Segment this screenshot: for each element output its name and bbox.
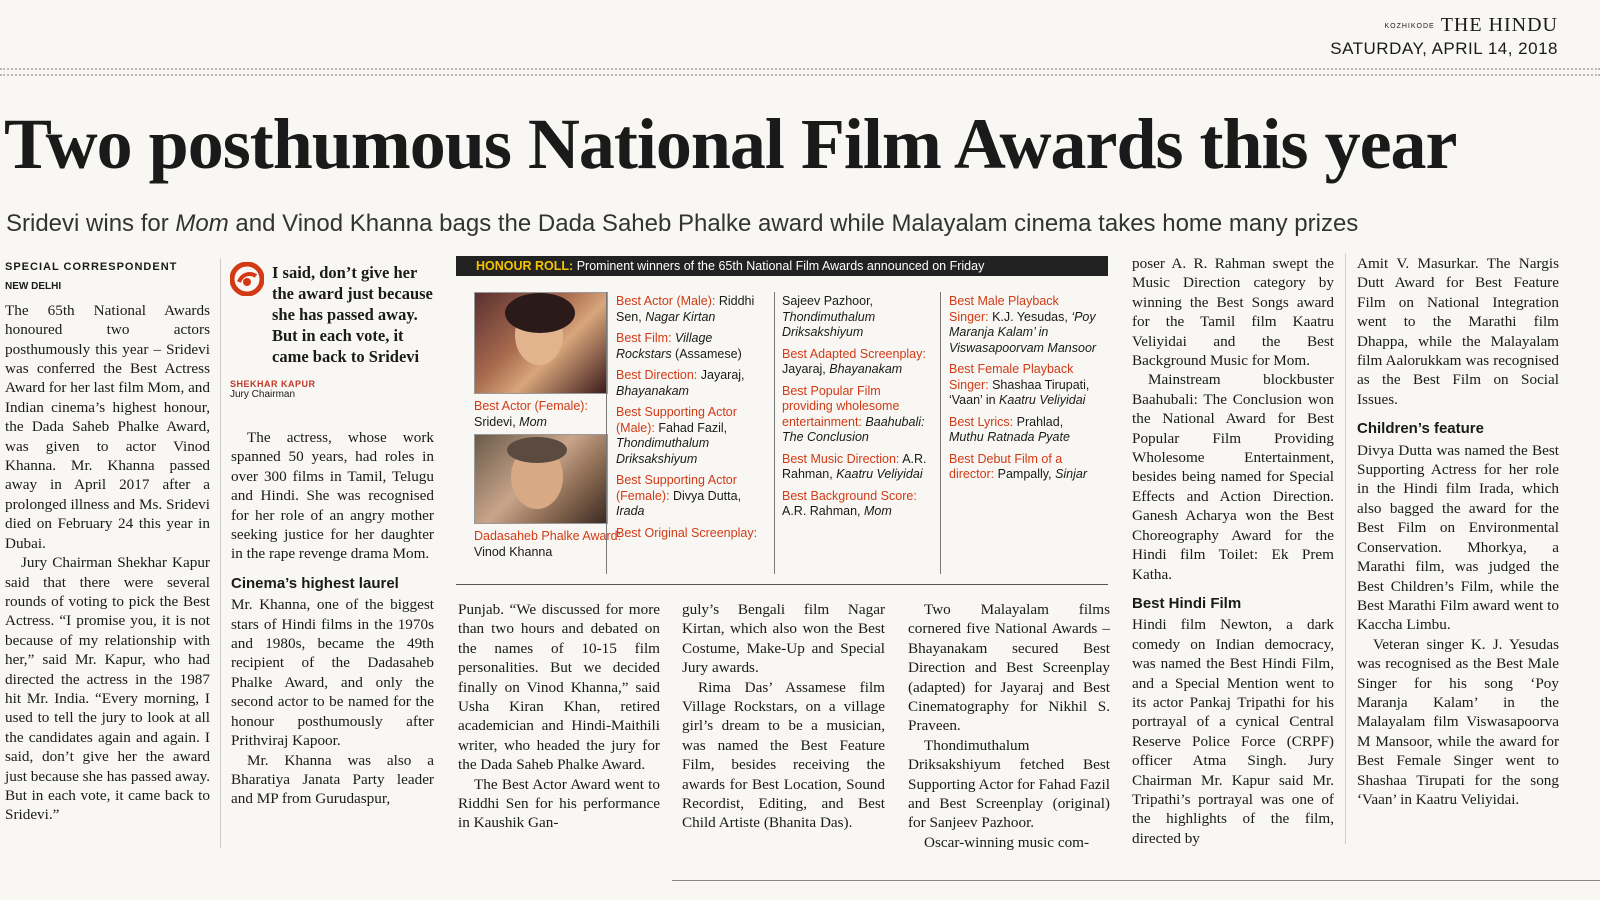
award-entry: Best Male Playback Singer: K.J. Yesudas, ‘Poy Maranja Kalam’ in Viswasapoorvam Mansoor [949, 294, 1097, 355]
photo-caption: Dadasaheb Phalke Award: Vinod Khanna [474, 529, 622, 559]
article-column-7 [1357, 254, 1559, 809]
article-column-5 [908, 600, 1110, 852]
article-column-6 [1132, 254, 1334, 848]
paragraph: Veteran singer K. J. Yesudas was recognised as the Best Male Singer for his song ‘Poy Maranja Kalam’ in the Malayalam film Viswasapoorva M Mansoor, while the award for Best Female Singer went to Shashaa Tirupati for the song ‘Vaan’ in Kaatru Veliyidai. [1357, 635, 1559, 808]
publication-date: SATURDAY, APRIL 14, 2018 [1330, 39, 1558, 58]
award-entry: Best Background Score: A.R. Rahman, Mom [782, 488, 917, 518]
bottom-rule [672, 880, 1600, 881]
honour-column-1 [616, 294, 768, 547]
honour-column-2 [782, 294, 934, 526]
paragraph: Hindi film Newton, a dark comedy on Indian democracy, was named the Best Hindi Film, and a Special Mention went to its actor Pankaj Tripathi for his portrayal of a cynical Central Reserve Police Force (CRPF) officer Atma Singh. Jury Chairman Mr. Kapur said Mr. Tripathi’s portrayal was one of the highlights of the film, directed by [1132, 616, 1334, 847]
award-entry: Best Lyrics: Prahlad, Muthu Ratnada Pyate [949, 414, 1070, 444]
paragraph: The actress, whose work spanned 50 years, had roles in over 300 films in Tamil, Telugu and Hindi. She was recognised for her role of an angry mother seeking justice for her daughter in the rape revenge drama Mom. [231, 429, 434, 563]
pull-quote-role: Jury Chairman [230, 389, 296, 400]
divider [940, 292, 941, 574]
award-entry: Best Original Screenplay: [616, 525, 758, 540]
publication-name [1384, 14, 1558, 37]
photo-caption: Best Actor (Female): Sridevi, Mom [474, 399, 588, 429]
paragraph: Jury Chairman Shekhar Kapur said that there were several rounds of voting to pick the Best Actress. “I promise you, it is not because of my relationship with her,” said Mr. Kapur, who had directed the actress in the 1987 hit Mr. India. “Every morning, I used to tell the jury to look at all the candidates again and again. I said, don’t give her the award just because she has passed away. But in each vote, it came back to Sridevi.” [5, 554, 210, 824]
column-rule [220, 258, 221, 848]
article-column-3 [458, 600, 660, 833]
award-entry: Best Adapted Screenplay: Jayaraj, Bhayanakam [782, 346, 926, 376]
paragraph: Thondimuthalum Driksakshiyum fetched Best Supporting Actor for Fahad Fazil and Best Screenplay (original) for Sanjeev Pazhoor. [908, 736, 1110, 832]
paragraph: poser A. R. Rahman swept the Music Direction category by winning the Best Songs award for the Tamil film Kaatru Veliyidai and the Best Background Music for Mom. [1132, 255, 1334, 370]
award-entry: Best Film: Village Rockstars (Assamese) [616, 331, 742, 361]
award-entry: Best Actor (Male): Riddhi Sen, Nagar Kirtan [616, 294, 755, 324]
paragraph: Rima Das’ Assamese film Village Rockstars, on a village girl’s dream to be a musician, was named the Best Feature Film, besides receiving the awards for Best Location, Sound Recordist, Editing, and Best Child Artiste (Bhanita Das). [682, 678, 885, 832]
paragraph: Two Malayalam films cornered five National Awards – Bhayanakam secured Best Direction and Best Screenplay (adapted) for Jayaraj and Best Cinematography for Nikhil S. Praveen. [908, 601, 1110, 735]
quote-logo-icon [230, 262, 264, 296]
paragraph: Amit V. Masurkar. The Nargis Dutt Award for Best Feature Film on National Integration went to the Marathi film Dhappa, while the Malayalam film Aalorukkam was recognised as the Best Film on Social Issues. [1357, 255, 1559, 408]
top-divider [0, 68, 1600, 70]
award-entry: Best Supporting Actor (Female): Divya Dutta, Irada [616, 473, 742, 518]
article-column-4 [682, 600, 885, 833]
dateline: NEW DELHI [5, 281, 62, 293]
column-rule [1345, 254, 1346, 844]
publication-title: THE HINDU [1440, 14, 1558, 36]
vinod-khanna-photo [474, 434, 608, 524]
paragraph: The Best Actor Award went to Riddhi Sen for his performance in Kaushik Gan- [458, 775, 660, 832]
award-entry: Best Supporting Actor (Male): Fahad Fazil, Thondimuthalum Driksakshiyum [616, 405, 737, 466]
pull-quote-name: SHEKHAR KAPUR [230, 379, 316, 389]
edition-label: KOZHIKODE [1384, 22, 1435, 30]
subheadline: Sridevi wins for Mom and Vinod Khanna bags the Dada Saheb Phalke award while Malayalam cinema takes home many prizes [6, 210, 1359, 237]
pull-quote-text: I said, don’t give her the award just because she has passed away. But in each vote, it came back to Sridevi [272, 263, 433, 366]
award-entry: Best Music Direction: A.R. Rahman, Kaatru Veliyidai [782, 451, 927, 481]
paragraph: Punjab. “We discussed for more than two hours and debated on the names of 10-15 film personalities. But we decided finally on Vinod Khanna,” said Usha Kiran Khan, retired academician and Hindi-Maithili writer, who headed the jury for the Dada Saheb Phalke Award. [458, 601, 660, 774]
divider [606, 292, 607, 574]
divider [774, 292, 775, 574]
top-divider-2 [0, 74, 1600, 76]
paragraph: guly’s Bengali film Nagar Kirtan, which also won the Best Costume, Make-Up and Special Jury awards. [682, 601, 885, 677]
paragraph: Mr. Khanna was also a Bharatiya Janata Party leader and MP from Gurudaspur, [231, 751, 434, 808]
honour-roll-box [456, 256, 1108, 580]
award-entry: Sajeev Pazhoor, Thondimuthalum Driksakshiyum [782, 294, 876, 339]
pull-quote [230, 262, 440, 400]
section-subhead: Cinema’s highest laurel [231, 574, 399, 592]
section-subhead: Children’s feature [1357, 420, 1484, 438]
award-entry: Best Popular Film providing wholesome entertainment: Baahubali: The Conclusion [782, 383, 925, 444]
honour-column-3 [949, 294, 1101, 489]
byline: SPECIAL CORRESPONDENT [5, 261, 178, 273]
paragraph: The 65th National Awards honoured two actors posthumously this year – Sridevi was conferred the Best Actress Award for her last film Mom, and Indian cinema’s highest honour, the Dada Saheb Phalke Award, was given to actor Vinod Khanna. Mr. Khanna passed away in April 2017 after a prolonged illness and Ms. Sridevi died on February 24 this year in Dubai. [5, 301, 210, 552]
paragraph: Oscar-winning music com- [924, 833, 1090, 851]
headline: Two posthumous National Film Awards this year [4, 104, 1457, 184]
box-bottom-rule [456, 584, 1108, 585]
paragraph: Mr. Khanna, one of the biggest stars of Hindi films in the 1970s and 1980s, became the 49th recipient of the Dadasaheb Phalke Award, and only the second actor to be named for the honour posthumously after Prithviraj Kapoor. [231, 596, 434, 750]
sridevi-photo [474, 292, 608, 394]
paragraph: Mainstream blockbuster Baahubali: The Conclusion won the National Award for Best Popular Film Providing Wholesome Entertainment, besides being named for Special Effects and Action Direction. Ganesh Acharya won the Best Choreography Award for the Hindi film Toilet: Ek Prem Katha. [1132, 371, 1334, 583]
article-column-2 [231, 428, 434, 809]
award-entry: Best Direction: Jayaraj, Bhayanakam [616, 368, 745, 398]
award-entry: Best Female Playback Singer: Shashaa Tirupati, ‘Vaan’ in Kaatru Veliyidai [949, 362, 1090, 407]
honour-roll-banner: HONOUR ROLL: Prominent winners of the 65th National Film Awards announced on Friday [456, 256, 1108, 276]
paragraph: Divya Dutta was named the Best Supporting Actress for her role in the Hindi film Irada, which also bagged the award for the Best Film on Environmental Conservation. Mhorkya, a Marathi film, was judged the Best Children’s Film, while the Best Marathi Film award went to Kaccha Limbu. [1357, 441, 1559, 634]
section-subhead: Best Hindi Film [1132, 594, 1242, 612]
award-entry: Best Debut Film of a director: Pampally, Sinjar [949, 451, 1088, 481]
article-column-1 [5, 258, 210, 825]
